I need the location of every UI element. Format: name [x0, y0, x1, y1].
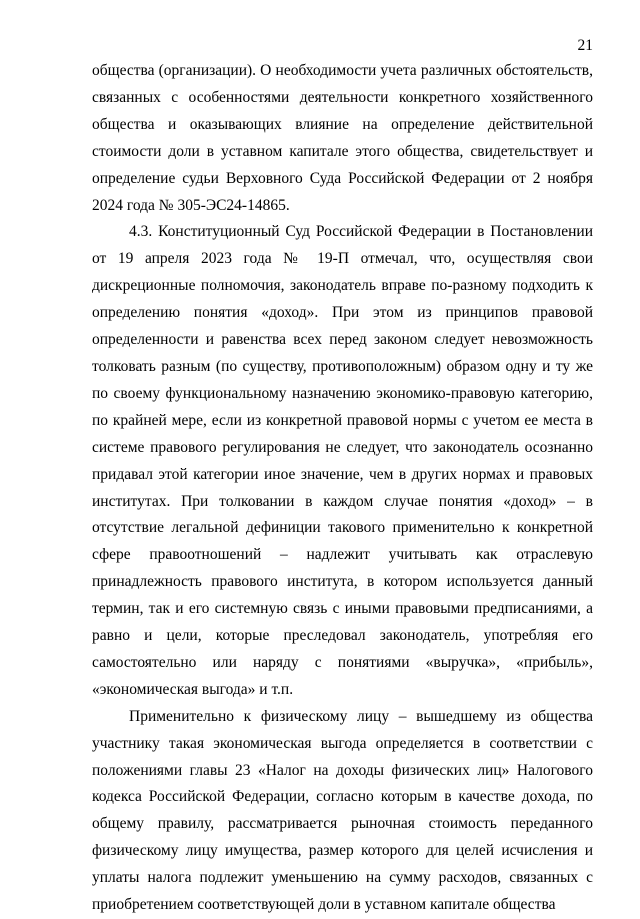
- page-number: 21: [577, 37, 593, 54]
- paragraph-continuation: общества (организации). О необходимости учета различных обстоятельств, связанных с особенностями деятельности конкретного хозяйственного общества и оказывающих влияние на определение действительной стоимости доли в уставном капитале этого общества, свидетельствует и определение судьи Верховного Суда Российской Федерации от 2 ноября 2024 года № 305-ЭС24-14865.: [92, 62, 593, 214]
- document-body: [92, 58, 593, 919]
- paragraph-individual-income: Применительно к физическому лицу – вышедшему из общества участнику такая экономическая выгода определяется в соответствии с положениями главы 23 «Налог на доходы физических лиц» Налогового кодекса Российской Федерации, согласно которым в качестве дохода, по общему правилу, рассматривается рыночная стоимость переданного физическому лицу имущества, размер которого для целей исчисления и уплаты налога подлежит уменьшению на сумму расходов, связанных с приобретением соответствующей доли в уставном капитале общества: [92, 707, 593, 914]
- paragraph-4-3: 4.3. Конституционный Суд Российской Федерации в Постановлении от 19 апреля 2023 года № 19-П отмечал, что, осуществляя свои дискреционные полномочия, законодатель вправе по-разному подходить к определению понятия «доход». При этом из принципов правовой определенности и равенства всех перед законом следует невозможность толковать разным (по существу, противоположным) образом одну и ту же по своему функциональному назначению экономико-правовую категорию, по крайней мере, если из конкретной правовой нормы с учетом ее места в системе правового регулирования не следует, что законодатель осознанно придавал этой категории иное значение, чем в других нормах и правовых институтах. При толковании в каждом случае понятия «доход» – в отсутствие легальной дефиниции такового применительно к конкретной сфере правоотношений – надлежит учитывать как отраслевую принадлежность правового института, в котором используется данный термин, так и его системную связь с иными правовыми предписаниями, а равно и цели, которые преследовал законодатель, употребляя его самостоятельно или наряду с понятиями «выручка», «прибыль», «экономическая выгода» и т.п.: [92, 223, 593, 698]
